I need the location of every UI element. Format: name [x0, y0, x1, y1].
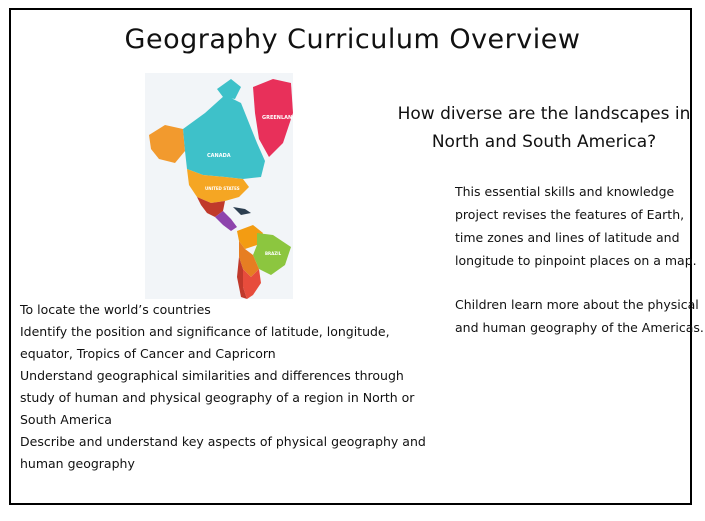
map-region-canada: [183, 95, 265, 179]
objective-item: Understand geographical similarities and differences through study of human and physical geography of a region in North or South America: [20, 368, 415, 427]
map-label-greenland: GREENLAND: [262, 115, 293, 121]
americas-map-graphic: [145, 73, 293, 299]
objective-item: Identify the position and significance of latitude, longitude, equator, Tropics of Cancer and Capricorn: [20, 324, 390, 361]
americas-map: [145, 73, 293, 299]
enquiry-question: How diverse are the landscapes in North and South America?: [397, 104, 691, 152]
map-region-arctic-islands: [217, 79, 241, 99]
learning-objectives: [20, 299, 440, 475]
objective-item: Describe and understand key aspects of physical geography and human geography: [20, 434, 426, 471]
project-intro: [455, 180, 705, 360]
intro-paragraph-1: This essential skills and knowledge project revises the features of Earth, time zones and lines of latitude and longitude to pinpoint places on a map.: [455, 184, 697, 268]
objective-item: To locate the world’s countries: [20, 302, 211, 317]
map-region-alaska: [149, 125, 185, 163]
intro-paragraph-2: Children learn more about the physical and human geography of the Americas.: [455, 297, 704, 335]
map-label-usa: UNITED STATES: [205, 186, 240, 191]
map-label-brazil: BRAZIL: [265, 251, 282, 256]
map-label-canada: CANADA: [207, 153, 231, 159]
page-title: Geography Curriculum Overview: [124, 24, 581, 55]
map-region-caribbean: [233, 207, 251, 215]
